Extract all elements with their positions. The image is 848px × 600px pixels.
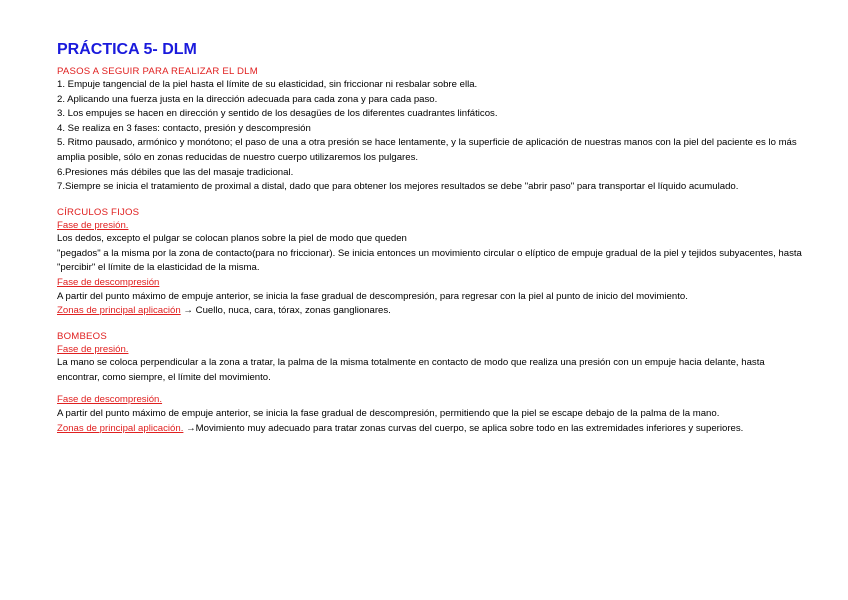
section-heading-pasos: PASOS A SEGUIR PARA REALIZAR EL DLM <box>57 66 258 77</box>
circulos-descompresion-text: A partir del punto máximo de empuje anterior, se inicia la fase gradual de descompresión, para regresar con la piel al punto de inicio del movimiento. <box>57 290 688 302</box>
bombeos-presion-label: Fase de presión. <box>57 343 129 355</box>
bombeos-zonas-label: Zonas de principal aplicación. <box>57 422 184 434</box>
bombeos-presion-text: La mano se coloca perpendicular a la zona a tratar, la palma de la misma totalmente en contacto de modo que realiza una presión con un empuje hacia delante, hasta encontrar, como siempre, el límite del movimiento. <box>57 357 765 383</box>
spacer <box>57 385 802 393</box>
circulos-presion-line1: Los dedos, excepto el pulgar se colocan planos sobre la piel de modo que queden <box>57 233 407 245</box>
pasos-item-5: 5. Ritmo pausado, armónico y monótono; el paso de una a otra presión se hace lentamente, y la superficie de aplicación de nuestras manos con la piel del paciente es lo más amplia posible, sólo en zonas reducidas de nuestro cuerpo utilizaremos los pulgares. <box>57 137 797 163</box>
circulos-zonas-label: Zonas de principal aplicación <box>57 305 181 317</box>
section-heading-bombeos: BOMBEOS <box>57 330 107 342</box>
pasos-item-4: 4. Se realiza en 3 fases: contacto, presión y descompresión <box>57 122 311 134</box>
circulos-presion-line2: "pegados" a la misma por la zona de contacto(para no friccionar). Se inicia entonces un movimiento circular o elíptico de empuje gradual de la piel y tejidos subyacentes, hasta "percibir" el límite de la elasticidad de la misma. <box>57 247 802 274</box>
circulos-descompresion-label: Fase de descompresión <box>57 277 160 289</box>
circulos-presion-label: Fase de presión. <box>57 219 129 231</box>
bombeos-descompresion-label: Fase de descompresión. <box>57 394 163 406</box>
pasos-item-7: 7.Siempre se inicia el tratamiento de proximal a distal, dado que para obtener los mejores resultados se debe "abrir paso" para transportar el líquido acumulado. <box>57 181 739 193</box>
section-heading-circulos: CÍRCULOS FIJOS <box>57 206 140 218</box>
circulos-zonas <box>57 304 802 319</box>
circulos-zonas-text: → Cuello, nuca, cara, tórax, zonas ganglionares. <box>180 305 391 317</box>
pasos-item-3: 3. Los empujes se hacen en dirección y sentido de los desagües de los diferentes cuadrantes linfáticos. <box>57 108 498 120</box>
bombeos-descompresion-text: A partir del punto máximo de empuje anterior, se inicia la fase gradual de descompresión, permitiendo que la piel se escape debajo de la palma de la mano. <box>57 407 720 419</box>
pasos-item-6: 6.Presiones más débiles que las del masaje tradicional. <box>57 166 294 178</box>
spacer <box>57 319 802 330</box>
pasos-item-1: 1. Empuje tangencial de la piel hasta el límite de su elasticidad, sin friccionar ni resbalar sobre ella. <box>57 79 478 90</box>
bombeos-zonas <box>57 422 802 437</box>
spacer <box>57 195 802 206</box>
document-content <box>57 40 802 436</box>
bombeos-zonas-text: →Movimiento muy adecuado para tratar zonas curvas del cuerpo, se aplica sobre todo en las extremidades inferiores y superiores. <box>183 422 744 434</box>
page-title: PRÁCTICA 5- DLM <box>57 41 197 58</box>
pasos-item-2: 2. Aplicando una fuerza justa en la dirección adecuada para cada zona y para cada paso. <box>57 93 438 105</box>
